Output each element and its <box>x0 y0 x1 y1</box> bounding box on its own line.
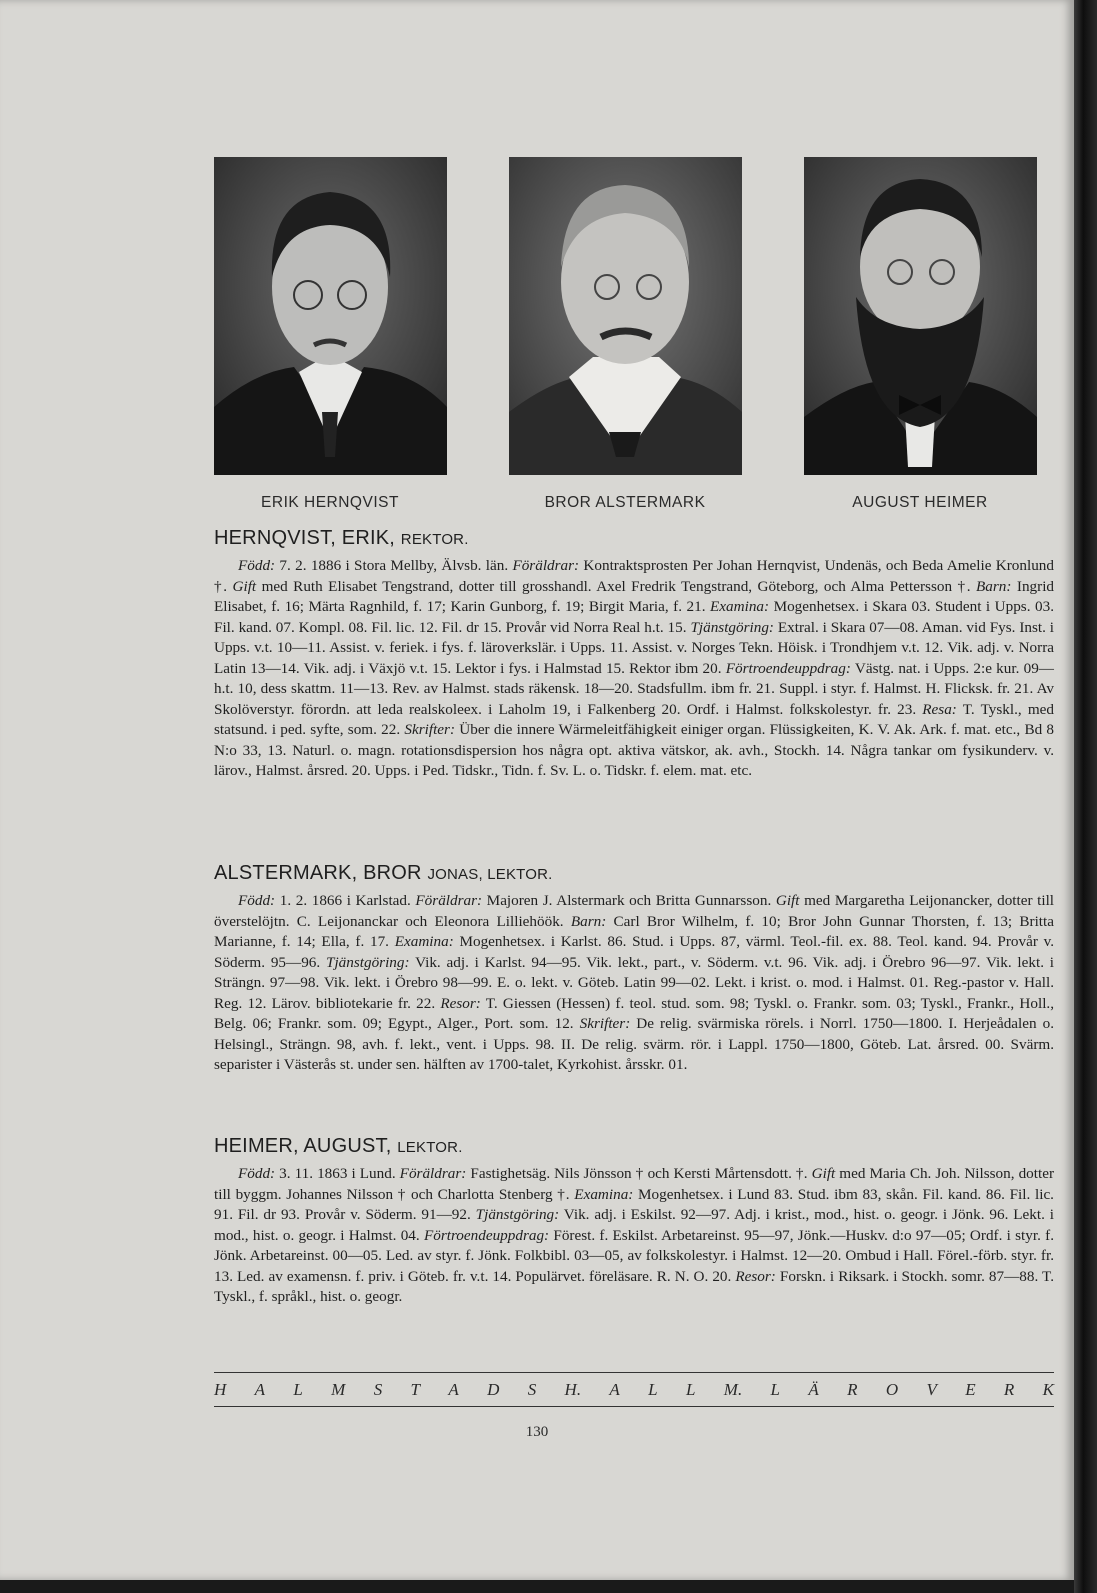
field-text: Fastighetsäg. Nils Jönsson † och Kersti Mårtensdott. †. <box>466 1165 812 1182</box>
field-text: T. Tyskl., med statsund. i ped. syfte, som. 22. <box>214 700 1054 738</box>
entry-title: LEKTOR. <box>397 1139 463 1156</box>
footer-letter: H <box>214 1380 227 1399</box>
entry-text <box>214 1164 1054 1308</box>
entry-title: REKTOR. <box>400 531 469 548</box>
footer-letter: S <box>373 1380 383 1399</box>
portrait-heimer-image <box>804 157 1037 475</box>
footer-letter: M. <box>723 1380 743 1399</box>
field-text: 3. 11. 1863 i Lund. <box>275 1165 400 1182</box>
entry-heading <box>214 862 1054 885</box>
entry-name: HEIMER, AUGUST, <box>214 1135 392 1157</box>
field-text: med Margaretha Leijonancker, dotter till överstelöjtn. C. Leijonanckar och Eleonora Lilliehöök. <box>214 892 1055 930</box>
entry-name: HERNQVIST, ERIK, <box>214 527 396 549</box>
field-text: Extral. i Skara 07—08. Aman. vid Fys. Inst. i Upps. v.t. 10—11. Assist. v. feriek. i fys. f. läroverkslär. i Upps. 11. Assist. v. Norges Tekn. Höisk. i Trondhjem v.t. 12. Vik. adj. v. Norra Latin 13—14. Vik. adj. i Växjö v.t. 15. Lektor i fys. i Halmstad 15. Rektor ibm 20. <box>214 618 1054 677</box>
field-label: Examina: <box>710 598 770 615</box>
field-text: Mogenhetsex. i Lund 83. Stud. ibm 83, skån. Fil. kand. 86. Fil. lic. 91. Fil. dr 93. Provår v. Söderm. 91—92. <box>214 1185 1054 1223</box>
portrait-photo-hernqvist <box>214 157 447 475</box>
field-text: med Ruth Elisabet Tengstrand, dotter till grosshandl. Axel Fredrik Tengstrand, Göteborg, och Alma Pettersson †. <box>256 577 976 595</box>
field-text: Västg. nat. i Upps. 2:e kur. 09—h.t. 10, dess skattm. 11—13. Rev. av Halmst. stads räkensk. 18—20. Stadsfullm. ibm fr. 21. Suppl. i styr. f. Halmst. H. Flicksk. fr. 21. Av Skolöverstyr. förordn. att leda realskoleex. i Laholm 19, i Falkenberg 20. Ordf. i Halmst. folkskolestyr. fr. 23. <box>214 659 1054 718</box>
field-label: Född: <box>238 892 276 909</box>
caption-alstermark: BROR ALSTERMARK <box>544 494 706 511</box>
entry-heimer <box>214 1135 1054 1308</box>
caption-heimer: AUGUST HEIMER <box>852 494 988 511</box>
field-label: Barn: <box>570 912 607 930</box>
footer-letter: A <box>254 1380 266 1399</box>
entry-name: ALSTERMARK, BROR <box>214 862 422 884</box>
footer-letter: M <box>331 1380 346 1399</box>
field-text: Mogenhetsex. i Skara 03. Student i Upps. 03. Fil. kand. 07. Kompl. 08. Fil. lic. 12. Fil. dr 15. Provår vid Norra Real h.t. 15. <box>214 598 1054 636</box>
entry-text <box>214 891 1054 1076</box>
field-label: Gift <box>775 892 800 909</box>
entry-text <box>214 556 1054 782</box>
field-text: De relig. svärmiska rörels. i Norrl. 1750—1800. I. Herjeådalen o. Helsingl., Strängn. 98, avh. f. lekt., vent. i Upps. 98. II. De relig. svärm. rör. i Lappl. 1750—1800, Göteb. Lat. årsred. 00. Svärm. separister i Västerås st. under sen. hälften av 1700-talet, Kyrkohist. årsskr. 01. <box>214 1015 1054 1073</box>
running-footer <box>214 1380 1054 1400</box>
footer-rule-top <box>214 1372 1054 1373</box>
field-label: Tjänstgöring: <box>475 1206 560 1223</box>
footer-letter: L <box>648 1380 658 1399</box>
footer-letter: D <box>487 1380 500 1399</box>
footer-letter: K <box>1042 1380 1054 1399</box>
field-label: Examina: <box>574 1185 634 1203</box>
footer-letter: L <box>293 1380 303 1399</box>
footer-letter: T <box>410 1380 420 1399</box>
entry-title: JONAS, LEKTOR. <box>427 866 553 883</box>
field-label: Barn: <box>976 577 1012 595</box>
field-label: Född: <box>238 1165 276 1182</box>
footer-rule-bottom <box>214 1406 1054 1407</box>
field-text: Über die innere Wärmeleitfähigkeit einiger organ. Flüssigkeiten, K. V. Ak. Ark. f. mat. etc., Bd 8 N:o 33, 13. Naturl. o. magn. rotationsdispersion hos några opt. aktiva vätskor, ak. avh., Stockh. 14. Några tankar om fysikunderv. v. lärov., Halmst. årsred. 20. Upps. i Ped. Tidskr., Tidn. f. Sv. L. o. Tidskr. f. elem. mat. etc. <box>214 721 1054 779</box>
page-number: 130 <box>525 1424 549 1440</box>
entry-heading <box>214 1135 1054 1158</box>
field-text: 1. 2. 1866 i Karlstad. <box>275 892 416 909</box>
footer-letter: H. <box>564 1380 582 1399</box>
field-label: Skrifter: <box>579 1015 631 1032</box>
field-text: Vik. adj. i Karlst. 94—95. Vik. lekt., part., v. Söderm. v.t. 96. Vik. adj. i Örebro 96—97. Vik. lekt. i Strängn. 97—98. Vik. lekt. i Örebro 98—99. E. o. lekt. v. Göteb. Latin 99—02. Lekt. i krist. o. mod. i Halmst. 01. Reg.-pastor v. Hall. Reg. 12. Lärov. bibliotekarie fr. 22. <box>214 953 1055 1012</box>
footer-letter: R <box>1003 1380 1015 1399</box>
portrait-hernqvist-image <box>214 157 447 475</box>
field-label: Resor: <box>735 1267 776 1285</box>
field-text: Forskn. i Riksark. i Stockh. somr. 87—88. T. Tyskl., f. språkl., hist. o. geogr. <box>214 1267 1054 1305</box>
field-label: Gift <box>232 577 257 595</box>
footer-letter: Ä <box>808 1380 819 1399</box>
entry-alstermark <box>214 862 1054 1076</box>
field-label: Föräldrar: <box>512 557 580 574</box>
footer-letter: L <box>770 1380 781 1399</box>
field-label: Förtroendeuppdrag: <box>725 659 851 677</box>
field-label: Född: <box>238 557 276 574</box>
field-label: Examina: <box>394 933 454 950</box>
entry-heading <box>214 527 1054 550</box>
field-text: Ingrid Elisabet, f. 16; Märta Ragnhild, f. 17; Karin Gunborg, f. 19; Birgit Maria, f. 21. <box>214 577 1055 615</box>
footer-letter: L <box>685 1380 696 1399</box>
footer-letter: A <box>609 1380 620 1399</box>
portrait-photo-alstermark <box>509 157 742 475</box>
field-text: Kontraktsprosten Per Johan Hernqvist, Undenäs, och Beda Amelie Kronlund †. <box>214 557 1054 595</box>
footer-letter: R <box>847 1380 858 1399</box>
field-text: 7. 2. 1886 i Stora Mellby, Älvsb. län. <box>275 557 513 574</box>
portrait-alstermark-image <box>509 157 742 475</box>
field-text: med Maria Ch. Joh. Nilsson, dotter till byggm. Johannes Nilsson † och Charlotta Stenberg †. <box>214 1165 1055 1203</box>
field-label: Tjänstgöring: <box>326 953 410 971</box>
field-text: Carl Bror Wilhelm, f. 10; Bror John Gunnar Thorsten, f. 13; Britta Marianne, f. 14; Ella, f. 17. <box>214 912 1054 950</box>
footer-letter: V <box>926 1380 937 1399</box>
footer-letter: O <box>885 1380 899 1399</box>
field-label: Skrifter: <box>404 721 456 738</box>
field-label: Föräldrar: <box>415 892 483 909</box>
footer-letter: E <box>965 1380 976 1399</box>
portrait-photo-heimer <box>804 157 1037 475</box>
field-text: Mogenhetsex. i Karlst. 86. Stud. i Upps. 87, värml. Teol.-fil. ex. 88. Teol. kand. 94. Provår v. Söderm. 95—96. <box>214 933 1054 971</box>
caption-hernqvist: ERIK HERNQVIST <box>261 494 399 511</box>
entry-hernqvist <box>214 527 1054 782</box>
field-text: Vik. adj. i Eskilst. 92—97. Adj. i krist., mod., hist. o. geogr. i Jönk. 96. Lekt. i mod., hist. o. geogr. i Halmst. 04. <box>214 1206 1054 1244</box>
field-text: Majoren J. Alstermark och Britta Gunnarsson. <box>482 892 776 909</box>
field-label: Förtroendeuppdrag: <box>423 1226 550 1244</box>
book-spine-shadow <box>1074 0 1097 1593</box>
field-text: Förest. f. Eskilst. Arbetareinst. 95—97, Jönk.—Huskv. d:o 97—05; Ordf. i styr. f. Jönk. Arbetareinst. 00—05. Led. av styr. f. Jönk. Folkbibl. 03—05, av folkskolestyr. i Halmst. 12—20. Ombud i Hall. Förel.-förb. styr. fr. 13. Led. av examensn. f. priv. i Göteb. fr. v.t. 14. Populärvet. föreläsare. R. N. O. 20. <box>214 1226 1054 1285</box>
field-label: Resa: <box>922 700 957 718</box>
footer-letter: S <box>527 1380 537 1399</box>
field-label: Resor: <box>440 994 481 1012</box>
field-label: Gift <box>811 1165 836 1182</box>
field-text: T. Giessen (Hessen) f. teol. stud. som. 98; Tyskl. o. Frankr. som. 03; Tyskl., Frankr., Holl., Belg. 06; Frankr. som. 09; Egypt., Alger., Port. som. 12. <box>214 994 1055 1032</box>
field-label: Föräldrar: <box>399 1165 467 1182</box>
field-label: Tjänstgöring: <box>690 618 774 636</box>
footer-letter: A <box>448 1380 459 1399</box>
